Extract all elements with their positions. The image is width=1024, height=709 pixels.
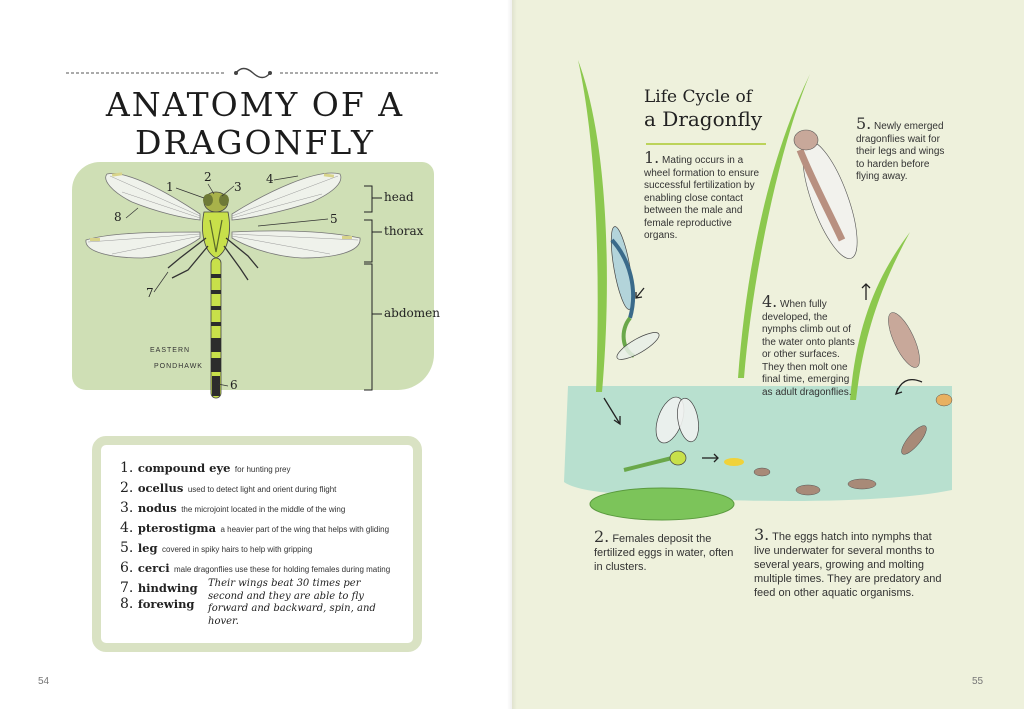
step-number: 4. xyxy=(762,292,778,311)
callout-8: 8 xyxy=(114,210,122,224)
legend-desc: covered in spiky hairs to help with gripping xyxy=(162,545,313,554)
species-label xyxy=(150,346,203,372)
title-line-1: ANATOMY OF A xyxy=(105,85,405,124)
grass-blade xyxy=(850,232,910,400)
legend-num: 8. xyxy=(120,596,134,612)
step-5 xyxy=(856,114,950,184)
legend-item xyxy=(120,558,420,578)
callout-7: 7 xyxy=(146,286,154,300)
legend-term: leg xyxy=(137,541,158,555)
step-text: The eggs hatch into nymphs that live underwater for several months to several years, growing and molting multiple times. They are predatory and feed on other aquatic organisms. xyxy=(754,531,942,599)
grass-blade xyxy=(578,60,607,392)
step-4 xyxy=(762,292,858,399)
legend-term: cerci xyxy=(137,561,170,575)
step-number: 1. xyxy=(644,148,660,167)
segment-label-head: head xyxy=(384,190,414,204)
legend-desc: used to detect light and orient during flight xyxy=(187,485,337,494)
hindwing-left-icon xyxy=(86,232,200,258)
page-title xyxy=(70,86,440,162)
legend-term: forewing xyxy=(137,597,195,611)
callout-4: 4 xyxy=(266,172,274,186)
segment-label-thorax: thorax xyxy=(384,224,424,238)
legend-num: 2. xyxy=(120,480,134,496)
legend-term: pterostigma xyxy=(137,521,217,535)
forewing-right-icon xyxy=(232,173,341,220)
legend-term: nodus xyxy=(137,501,177,515)
title-ornament xyxy=(66,66,440,80)
legend-term: ocellus xyxy=(137,481,184,495)
legend-desc: male dragonflies use these for holding females during mating xyxy=(174,565,391,574)
legend-item xyxy=(120,518,420,538)
water-area xyxy=(564,386,952,501)
page-number-right: 55 xyxy=(972,676,984,687)
legend-term: compound eye xyxy=(137,461,231,475)
legend-num: 4. xyxy=(120,520,134,536)
step-3 xyxy=(754,525,944,600)
book-gutter xyxy=(507,0,517,709)
species-line-1: EASTERN xyxy=(150,347,191,354)
legend-num: 1. xyxy=(120,460,134,476)
legend-desc: for hunting prey xyxy=(234,465,291,474)
eggs-cluster-icon xyxy=(724,458,744,466)
life-cycle-title-line-1: Life Cycle of xyxy=(644,87,753,107)
legend-item xyxy=(120,458,420,478)
title-line-2: DRAGONFLY xyxy=(135,123,375,162)
legend-term: hindwing xyxy=(137,581,198,595)
legend-item xyxy=(120,538,420,558)
step-1 xyxy=(644,148,762,243)
legend-desc: a heavier part of the wing that helps with gliding xyxy=(220,525,390,534)
callout-5: 5 xyxy=(330,212,338,226)
step-number: 2. xyxy=(594,527,610,546)
callout-6: 6 xyxy=(230,378,238,392)
step-text: Mating occurs in a wheel formation to ensure successful fertilization by enabling close contact between the male and female reproductive organs. xyxy=(644,155,760,241)
species-line-2: PONDHAWK xyxy=(154,363,203,370)
legend-num: 6. xyxy=(120,560,134,576)
legend-num: 7. xyxy=(120,580,134,596)
step-number: 3. xyxy=(754,525,770,544)
mating-dragonflies-icon xyxy=(607,225,662,364)
legend-num: 5. xyxy=(120,540,134,556)
lily-pad xyxy=(590,488,734,520)
life-cycle-title-line-2: a Dragonfly xyxy=(644,107,763,131)
step-text: When fully developed, the nymphs climb out of the water onto plants or other surfaces. They then molt one final time, emerging as adult dragonflies. xyxy=(762,299,855,398)
callout-1: 1 xyxy=(166,180,174,194)
step-text: Newly emerged dragonflies wait for their legs and wings to harden before flying away. xyxy=(856,121,945,182)
step-number: 5. xyxy=(856,114,872,133)
wing-fact-note: Their wings beat 30 times per second and they are able to fly forward and backward, spin, and hover. xyxy=(208,578,376,627)
title-underline xyxy=(646,143,766,145)
callout-3: 3 xyxy=(234,180,242,194)
step-text: Females deposit the fertilized eggs in water, often in clusters. xyxy=(594,533,734,573)
legend-item xyxy=(120,498,420,518)
legend-desc: the microjoint located in the middle of the wing xyxy=(181,505,346,514)
callout-2: 2 xyxy=(204,170,212,184)
legend-item xyxy=(120,478,420,498)
legend-num: 3. xyxy=(120,500,134,516)
life-cycle-title xyxy=(644,86,762,130)
page-number-left: 54 xyxy=(38,676,50,687)
step-2 xyxy=(594,527,744,574)
segment-label-abdomen: abdomen xyxy=(384,306,440,320)
